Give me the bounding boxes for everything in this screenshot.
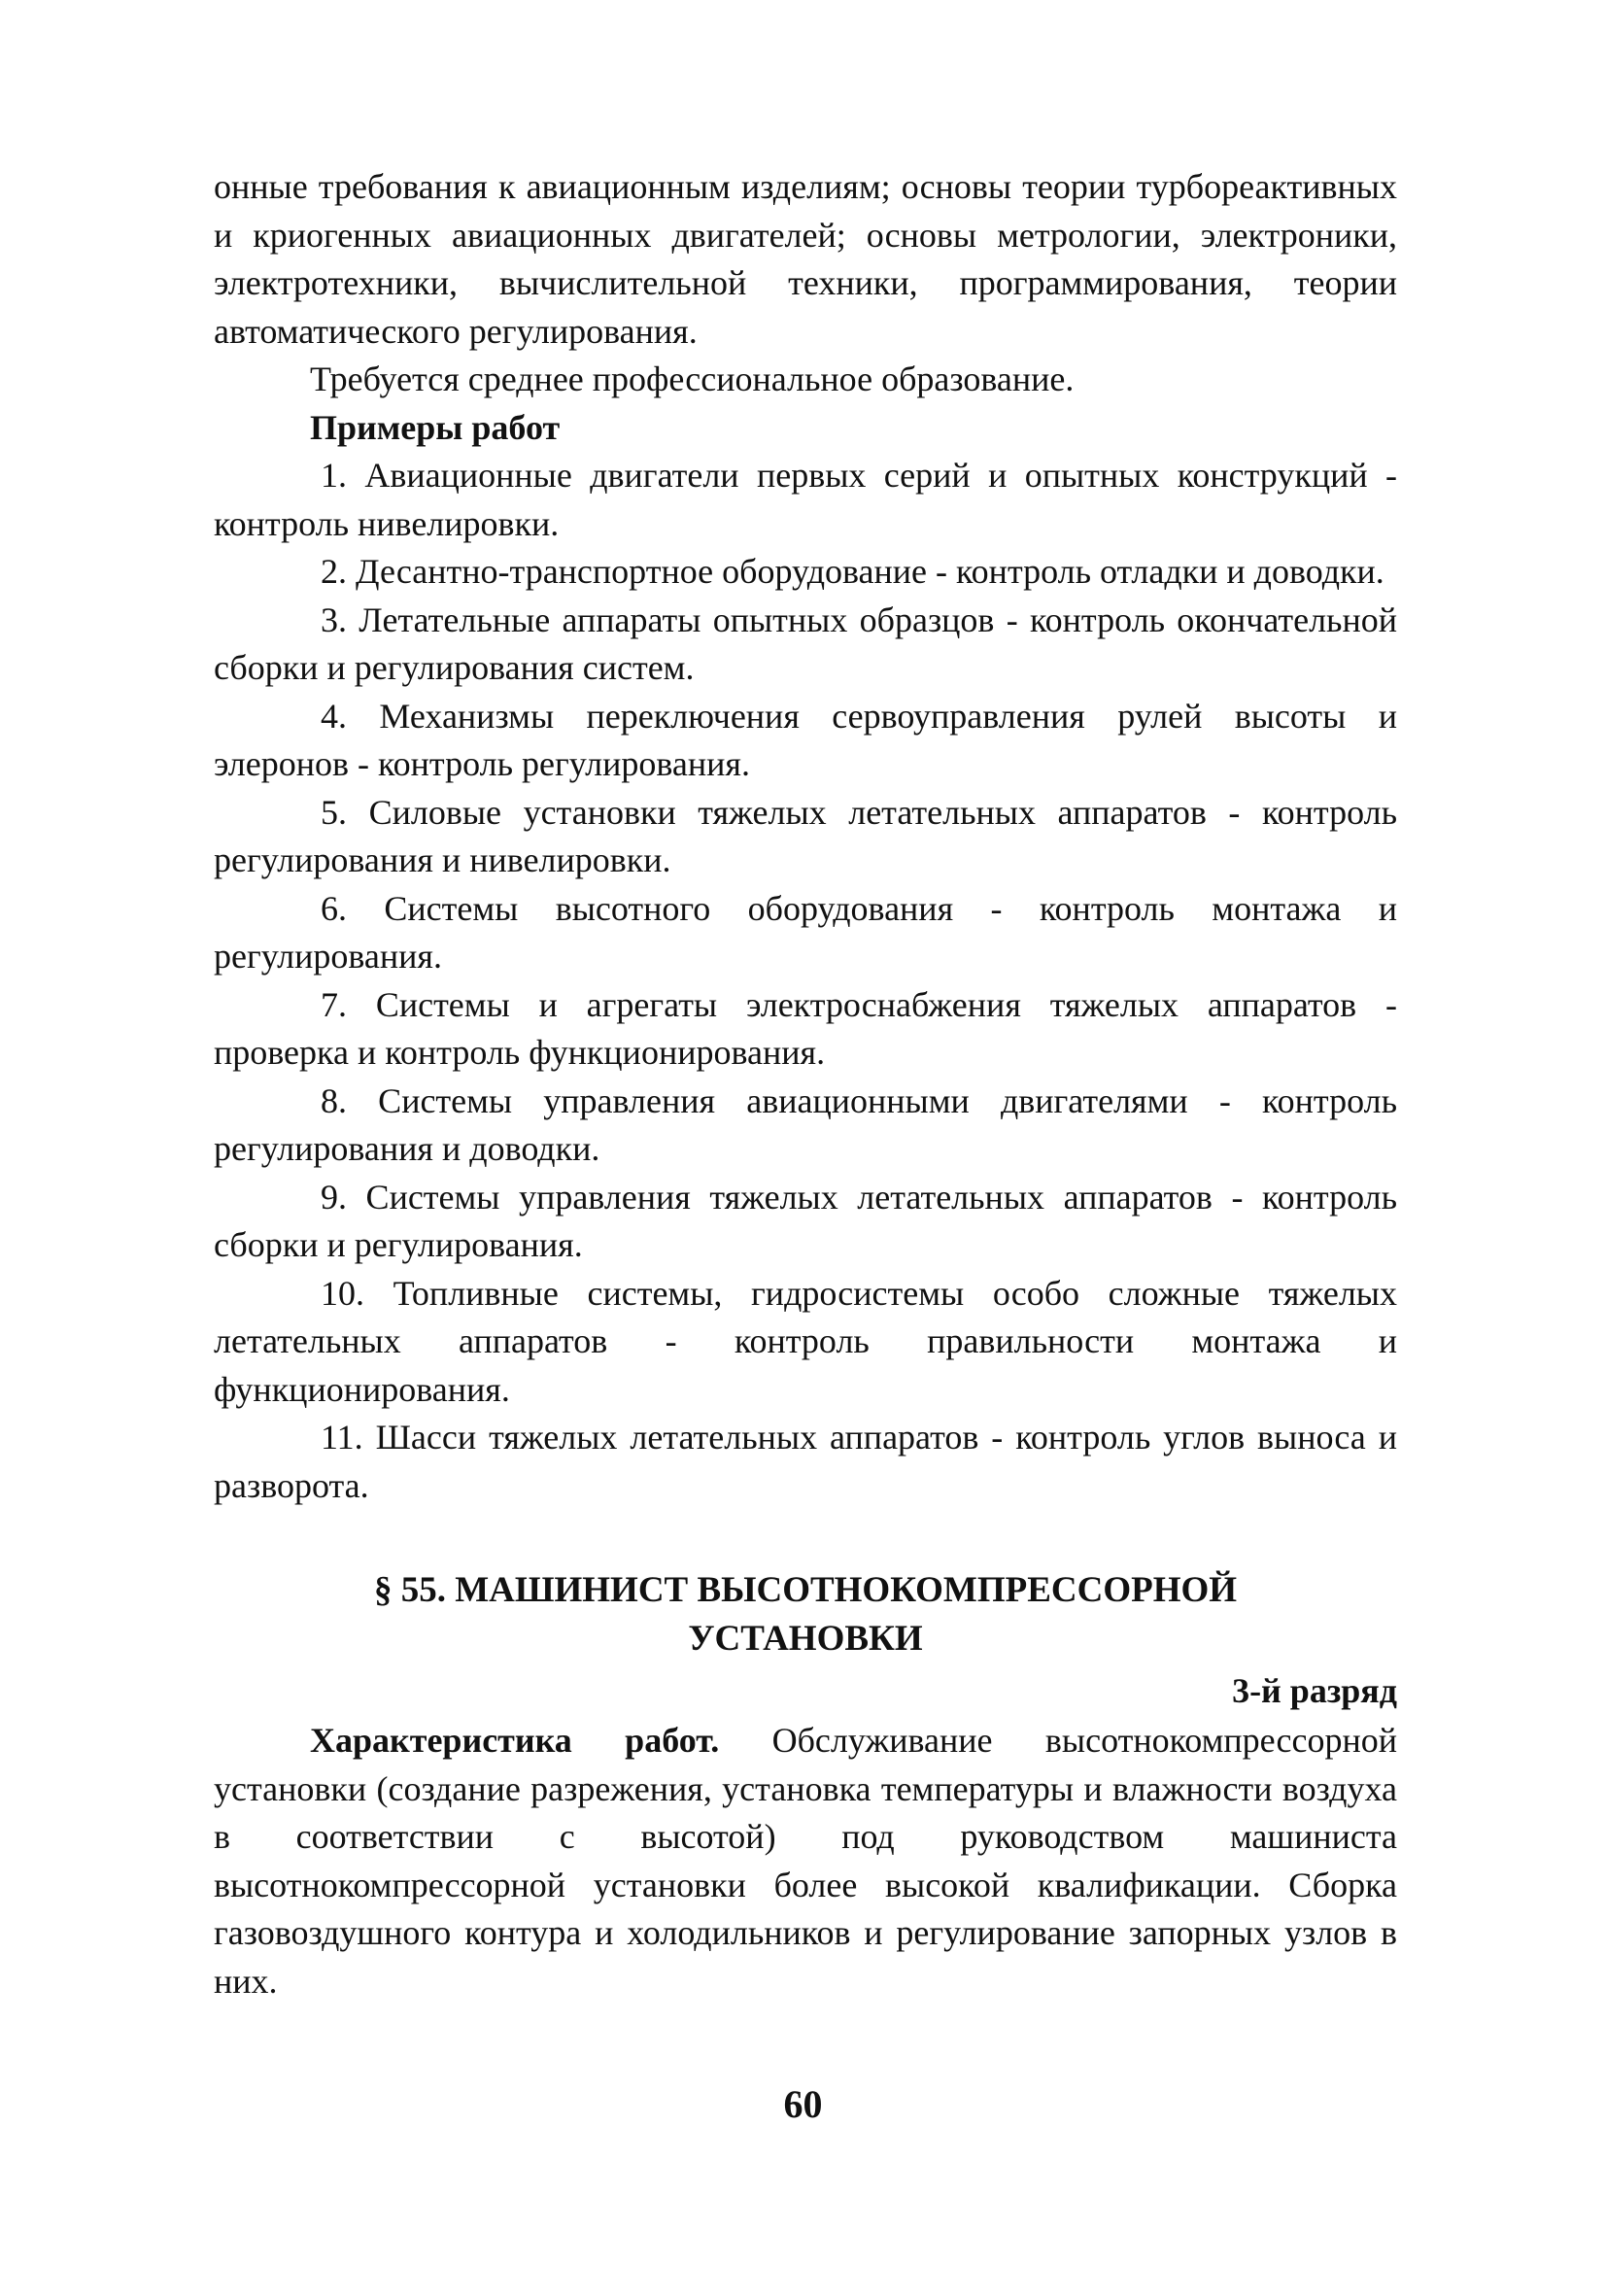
section-title-line-2: УСТАНОВКИ	[688, 1619, 923, 1659]
example-item: 11. Шасси тяжелых летательных аппаратов - контроль углов выноса и разворота.	[214, 1418, 1397, 1505]
example-item: 4. Механизмы переключения сервоуправления рулей высоты и элеронов - контроль регулирования.	[214, 696, 1397, 783]
grade-label: 3-й разряд	[1232, 1671, 1397, 1710]
education-requirement: Требуется среднее профессиональное образование.	[310, 360, 1075, 398]
characteristic-block	[214, 1717, 1397, 2005]
examples-heading: Примеры работ	[310, 407, 561, 447]
example-item: 7. Системы и агрегаты электроснабжения тяжелых аппаратов - проверка и контроль функционирования.	[214, 984, 1397, 1072]
example-item: 6. Системы высотного оборудования - контроль монтажа и регулирования.	[214, 888, 1397, 976]
page-number: 60	[783, 2082, 823, 2126]
characteristic-label: Характеристика работ.	[310, 1721, 720, 1760]
intro-paragraph: онные требования к авиационным изделиям; основы теории турбореактивных и криогенных авиационных двигателей; основы метрологии, электроники, электротехники, вычислительной техники, программирования, теории автоматического регулирования.	[214, 167, 1397, 351]
example-item: 10. Топливные системы, гидросистемы особо сложные тяжелых летательных аппаратов - контроль правильности монтажа и функционирования.	[214, 1273, 1397, 1409]
section-title-line-1: § 55. МАШИНИСТ ВЫСОТНОКОМПРЕССОРНОЙ	[373, 1570, 1238, 1610]
example-item: 9. Системы управления тяжелых летательных аппаратов - контроль сборки и регулирования.	[214, 1177, 1397, 1264]
example-item: 5. Силовые установки тяжелых летательных аппаратов - контроль регулирования и нивелировки.	[214, 792, 1397, 879]
example-item: 2. Десантно-транспортное оборудование - контроль отладки и доводки.	[321, 552, 1384, 591]
section-title	[214, 1566, 1397, 1663]
example-item: 1. Авиационные двигатели первых серий и опытных конструкций - контроль нивелировки.	[214, 456, 1397, 543]
characteristic-text: Обслуживание высотнокомпрессорной установки (создание разрежения, установка температуры и влажности воздуха в соответствии с высотой) под руководством машиниста высотнокомпрессорной установки более высокой квалификации. Сборка газовоздушного контура и холодильников и регулирование запорных узлов в них.	[214, 1721, 1397, 2001]
example-item: 3. Летательные аппараты опытных образцов - контроль окончательной сборки и регулирования систем.	[214, 600, 1397, 687]
example-item: 8. Системы управления авиационными двигателями - контроль регулирования и доводки.	[214, 1080, 1397, 1168]
characteristic-paragraph	[214, 1717, 1397, 2005]
body-text	[214, 163, 1397, 1510]
